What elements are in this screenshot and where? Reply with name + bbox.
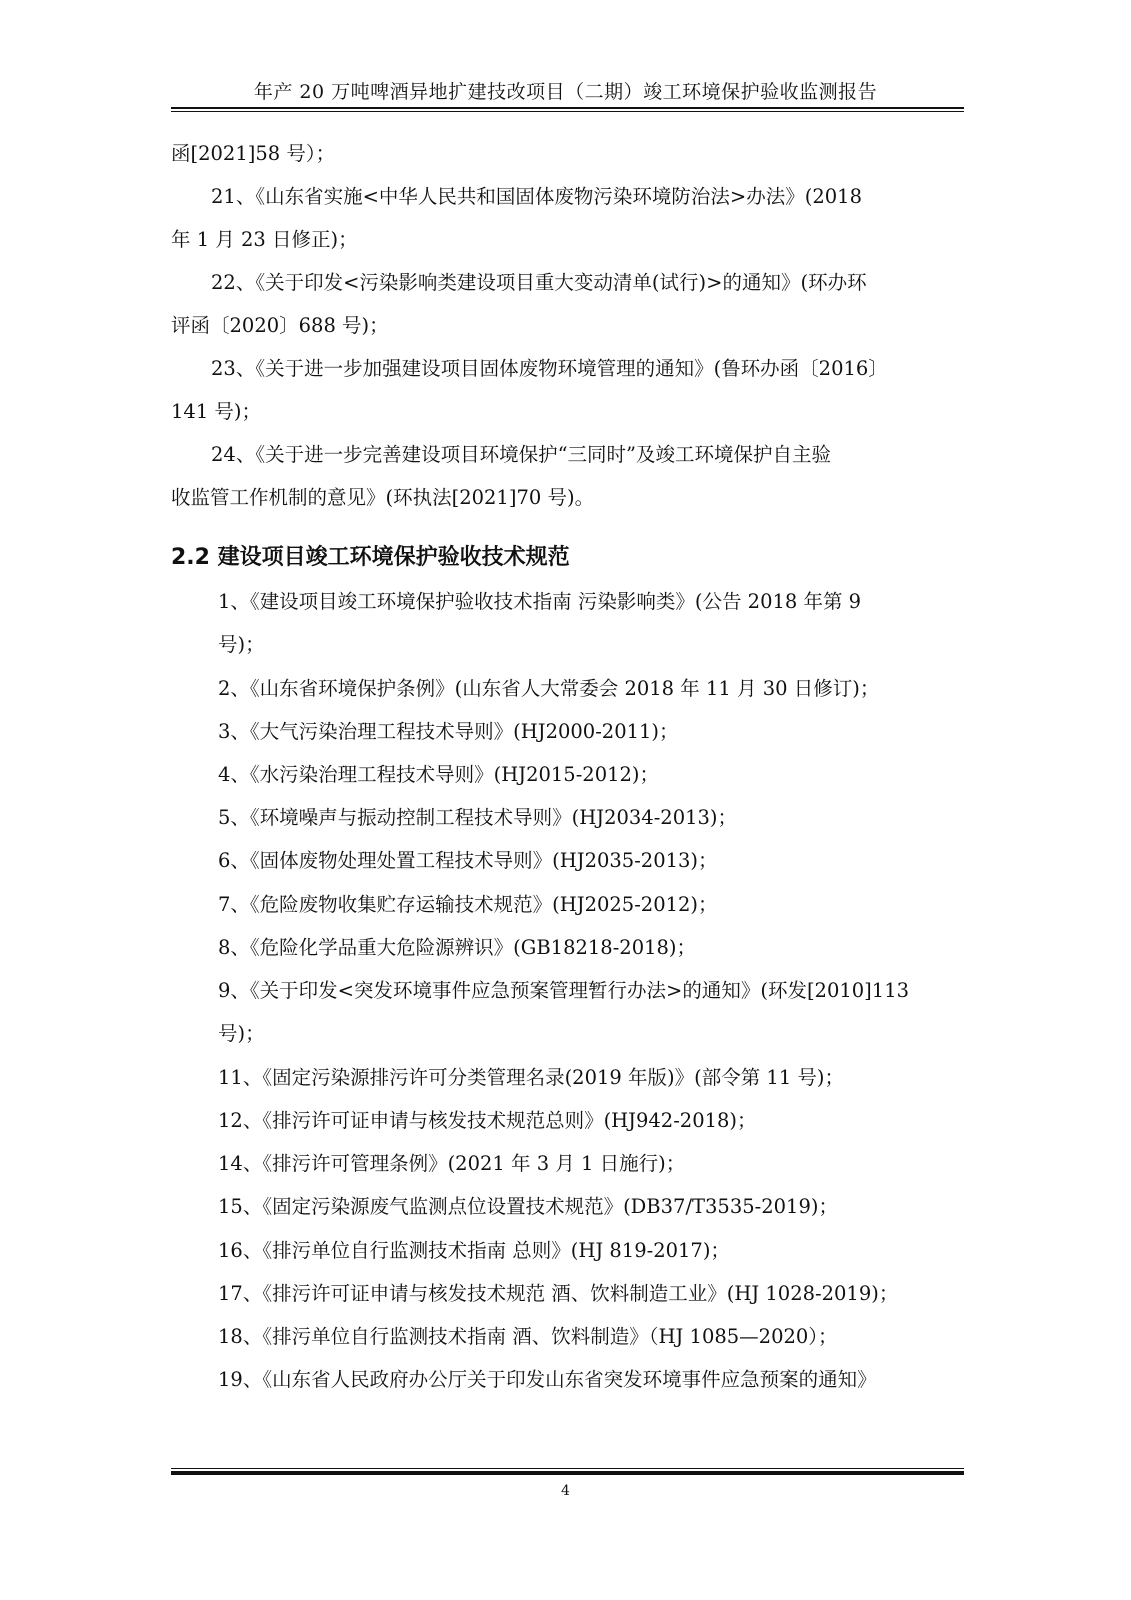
continuation-text: 函[2021]58 号）；	[171, 142, 336, 165]
list-item-wrap: 年 1 月 23 日修正)；	[171, 228, 358, 251]
running-header-title: 年产 20 万吨啤酒异地扩建技改项目（二期）竣工环境保护验收监测报告	[253, 81, 878, 103]
header-rule-thin	[171, 111, 964, 112]
list-item: 15、《固定污染源废气监测点位设置技术规范》(DB37/T3535-2019)；	[218, 1195, 838, 1218]
list-item: 2、《山东省环境保护条例》(山东省人大常委会 2018 年 11 月 30 日修订)；	[218, 677, 880, 700]
list-item: 4、《水污染治理工程技术导则》(HJ2015-2012)；	[218, 763, 660, 786]
list-item: 17、《排污许可证申请与核发技术规范 酒、饮料制造工业》(HJ 1028-2019)；	[218, 1282, 899, 1305]
page-number: 4	[561, 1483, 570, 1499]
header-rule	[171, 107, 964, 109]
list-item: 5、《环境噪声与振动控制工程技术导则》(HJ2034-2013)；	[218, 806, 738, 829]
list-item-wrap: 141 号)；	[171, 400, 262, 423]
list-item-wrap: 评函〔2020〕688 号)；	[171, 314, 389, 337]
list-item: 9、《关于印发<突发环境事件应急预案管理暂行办法>的通知》(环发[2010]113	[218, 979, 910, 1002]
section-heading: 2.2 建设项目竣工环境保护验收技术规范	[171, 545, 570, 570]
list-item: 24、《关于进一步完善建设项目环境保护“三同时”及竣工环境保护自主验	[211, 443, 832, 466]
list-item: 3、《大气污染治理工程技术导则》(HJ2000-2011)；	[218, 720, 679, 743]
list-item: 12、《排污许可证申请与核发技术规范总则》(HJ942-2018)；	[218, 1109, 757, 1132]
list-item: 14、《排污许可管理条例》(2021 年 3 月 1 日施行)；	[218, 1152, 686, 1175]
list-item: 8、《危险化学品重大危险源辨识》(GB18218-2018)；	[218, 936, 697, 959]
list-item: 23、《关于进一步加强建设项目固体废物环境管理的通知》(鲁环办函〔2016〕	[211, 357, 888, 380]
footer-rule-thin	[171, 1468, 964, 1469]
footer-rule	[171, 1471, 964, 1475]
list-item: 1、《建设项目竣工环境保护验收技术指南 污染影响类》(公告 2018 年第 9	[218, 590, 862, 613]
list-item-wrap: 收监管工作机制的意见》(环执法[2021]70 号)。	[171, 486, 595, 509]
list-item: 22、《关于印发<污染影响类建设项目重大变动清单(试行)>的通知》(环办环	[211, 271, 867, 294]
list-item: 11、《固定污染源排污许可分类管理名录(2019 年版)》(部令第 11 号)；	[218, 1066, 845, 1089]
list-item: 16、《排污单位自行监测技术指南 总则》(HJ 819-2017)；	[218, 1239, 730, 1262]
list-item: 21、《山东省实施<中华人民共和国固体废物污染环境防治法>办法》(2018	[211, 185, 862, 208]
list-item: 7、《危险废物收集贮存运输技术规范》(HJ2025-2012)；	[218, 893, 718, 916]
list-item: 6、《固体废物处理处置工程技术导则》(HJ2035-2013)；	[218, 849, 718, 872]
list-item-wrap: 号)；	[218, 633, 265, 656]
list-item: 18、《排污单位自行监测技术指南 酒、饮料制造》（HJ 1085—2020）；	[218, 1325, 838, 1348]
list-item: 19、《山东省人民政府办公厅关于印发山东省突发环境事件应急预案的通知》	[218, 1368, 877, 1391]
list-item-wrap: 号)；	[218, 1022, 265, 1045]
